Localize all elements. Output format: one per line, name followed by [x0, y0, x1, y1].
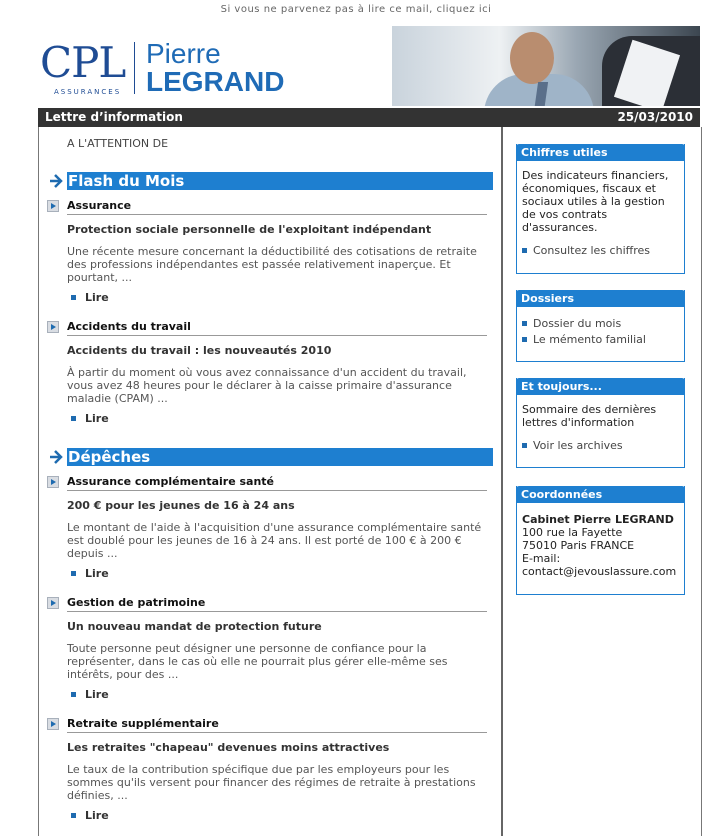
address-line: 75010 Paris FRANCE — [522, 539, 635, 552]
square-bullet-icon — [71, 813, 76, 818]
newsletter-label: Lettre d’information — [45, 110, 183, 124]
square-bullet-icon — [522, 337, 527, 342]
summary-line: depuis ... — [67, 547, 118, 560]
square-bullet-icon — [522, 248, 527, 253]
view-archives-link[interactable] — [522, 439, 678, 452]
summary-line: Le taux de la contribution spécifique due par les employeurs pour les — [67, 763, 450, 776]
box-text-line: lettres d'information — [522, 416, 635, 429]
link-label: Consultez les chiffres — [533, 244, 650, 257]
article-title[interactable]: Protection sociale personnelle de l'exploitant indépendant — [67, 223, 432, 236]
category-label: Retraite supplémentaire — [67, 717, 219, 730]
header — [38, 26, 700, 106]
sidebar-coordonnees — [516, 486, 685, 595]
box-title: Chiffres utiles — [516, 144, 685, 161]
square-bullet-icon — [71, 692, 76, 697]
link-label: Dossier du mois — [533, 317, 622, 330]
category-underline — [67, 611, 487, 612]
logo-divider — [134, 42, 135, 94]
article-title[interactable]: 200 € pour les jeunes de 16 à 24 ans — [67, 499, 295, 512]
category-underline — [67, 214, 487, 215]
category-label: Accidents du travail — [67, 320, 191, 333]
article-summary — [67, 521, 485, 560]
summary-line: Le montant de l'aide à l'acquisition d'une assurance complémentaire santé — [67, 521, 482, 534]
section-flash-du-mois — [49, 172, 492, 190]
read-more-label: Lire — [85, 291, 109, 304]
box-title: Et toujours... — [516, 378, 685, 395]
play-arrow-icon — [47, 321, 59, 333]
email-link[interactable]: contact@jevouslassure.com — [522, 565, 677, 578]
link-label: Le mémento familial — [533, 333, 646, 346]
summary-line: représenter, dans le cas où elle ne pourrait plus gérer elle-même ses — [67, 655, 448, 668]
category-underline — [67, 490, 487, 491]
article-title[interactable]: Un nouveau mandat de protection future — [67, 620, 322, 633]
box-body — [517, 161, 684, 265]
box-title: Coordonnées — [516, 486, 685, 503]
category-header — [47, 320, 487, 336]
box-text-line: sociaux utiles à la gestion — [522, 195, 665, 208]
summary-line: des professions indépendantes est passée relativement inaperçue. Et — [67, 258, 451, 271]
article-summary — [67, 763, 485, 802]
arrow-right-icon — [49, 172, 65, 190]
photo-head — [510, 32, 554, 84]
logo-assurances: ASSURANCES — [54, 88, 122, 96]
summary-line: sommes qu'ils versent pour financer des régimes de retraite à prestations — [67, 776, 476, 789]
company-logo — [38, 36, 298, 96]
category-label: Assurance — [67, 199, 132, 212]
read-more-label: Lire — [85, 688, 109, 701]
memento-familial-link[interactable] — [522, 333, 678, 346]
play-arrow-icon — [47, 718, 59, 730]
category-header — [47, 475, 487, 491]
section-title: Flash du Mois — [67, 172, 493, 190]
summary-line: pourtant, ... — [67, 271, 133, 284]
category-header — [47, 199, 487, 215]
read-more-label: Lire — [85, 809, 109, 822]
header-photo — [392, 26, 700, 106]
sidebar-dossiers — [516, 290, 685, 362]
column-divider — [501, 127, 503, 836]
article-title[interactable]: Les retraites "chapeau" devenues moins attractives — [67, 741, 390, 754]
category-underline — [67, 335, 487, 336]
summary-line: maladie (CPAM) ... — [67, 392, 168, 405]
square-bullet-icon — [71, 416, 76, 421]
category-header — [47, 717, 487, 733]
article-summary — [67, 642, 485, 681]
article-summary — [67, 245, 485, 284]
summary-line: Toute personne peut désigner une personne de confiance pour la — [67, 642, 427, 655]
summary-line: Une récente mesure concernant la déductibilité des cotisations de retraite — [67, 245, 477, 258]
link-label: Voir les archives — [533, 439, 623, 452]
article-summary — [67, 366, 485, 405]
attention-label: A L'ATTENTION DE — [67, 137, 169, 150]
sidebar-et-toujours — [516, 378, 685, 468]
square-bullet-icon — [71, 571, 76, 576]
summary-line: définies, ... — [67, 789, 128, 802]
box-body — [517, 503, 684, 586]
summary-line: est doublé pour les jeunes de 16 à 24 ans. Il est porté de 100 € à 200 € — [67, 534, 462, 547]
play-arrow-icon — [47, 597, 59, 609]
category-underline — [67, 732, 487, 733]
content-frame — [38, 127, 702, 836]
cabinet-name: Cabinet Pierre LEGRAND — [522, 513, 674, 526]
box-body — [517, 395, 684, 460]
summary-line: À partir du moment où vous avez connaissance d'un accident du travail, — [67, 366, 467, 379]
box-text-line: d'assurances. — [522, 221, 598, 234]
address-line: 100 rue la Fayette — [522, 526, 623, 539]
dossier-du-mois-link[interactable] — [522, 317, 678, 330]
play-arrow-icon — [47, 476, 59, 488]
square-bullet-icon — [522, 321, 527, 326]
box-text-line: économiques, fiscaux et — [522, 182, 656, 195]
view-online-link[interactable]: Si vous ne parvenez pas à lire ce mail, cliquez ici — [220, 4, 492, 15]
logo-pierre: Pierre — [146, 38, 221, 69]
category-label: Gestion de patrimoine — [67, 596, 206, 609]
logo-cpl: CPL — [40, 38, 126, 87]
category-label: Assurance complémentaire santé — [67, 475, 275, 488]
square-bullet-icon — [71, 295, 76, 300]
article-title[interactable]: Accidents du travail : les nouveautés 2010 — [67, 344, 332, 357]
sidebar-chiffres-utiles — [516, 144, 685, 274]
read-more-label: Lire — [85, 412, 109, 425]
box-text-line: Des indicateurs financiers, — [522, 169, 669, 182]
summary-line: intérêts, pour des ... — [67, 668, 179, 681]
newsletter-date: 25/03/2010 — [617, 110, 693, 124]
email-label: E-mail: — [522, 552, 561, 565]
read-more-label: Lire — [85, 567, 109, 580]
box-title: Dossiers — [516, 290, 685, 307]
section-depeches — [49, 448, 492, 466]
square-bullet-icon — [522, 443, 527, 448]
box-body — [517, 307, 684, 354]
category-header — [47, 596, 487, 612]
summary-line: vous avez 48 heures pour le déclarer à la caisse primaire d'assurance — [67, 379, 452, 392]
play-arrow-icon — [47, 200, 59, 212]
box-text-line: de vos contrats — [522, 208, 608, 221]
box-text-line: Sommaire des dernières — [522, 403, 657, 416]
arrow-right-icon — [49, 448, 65, 466]
logo-legrand: LEGRAND — [146, 66, 285, 97]
consult-figures-link[interactable] — [522, 244, 678, 257]
section-title: Dépêches — [67, 448, 493, 466]
newsletter-bar — [38, 108, 700, 127]
